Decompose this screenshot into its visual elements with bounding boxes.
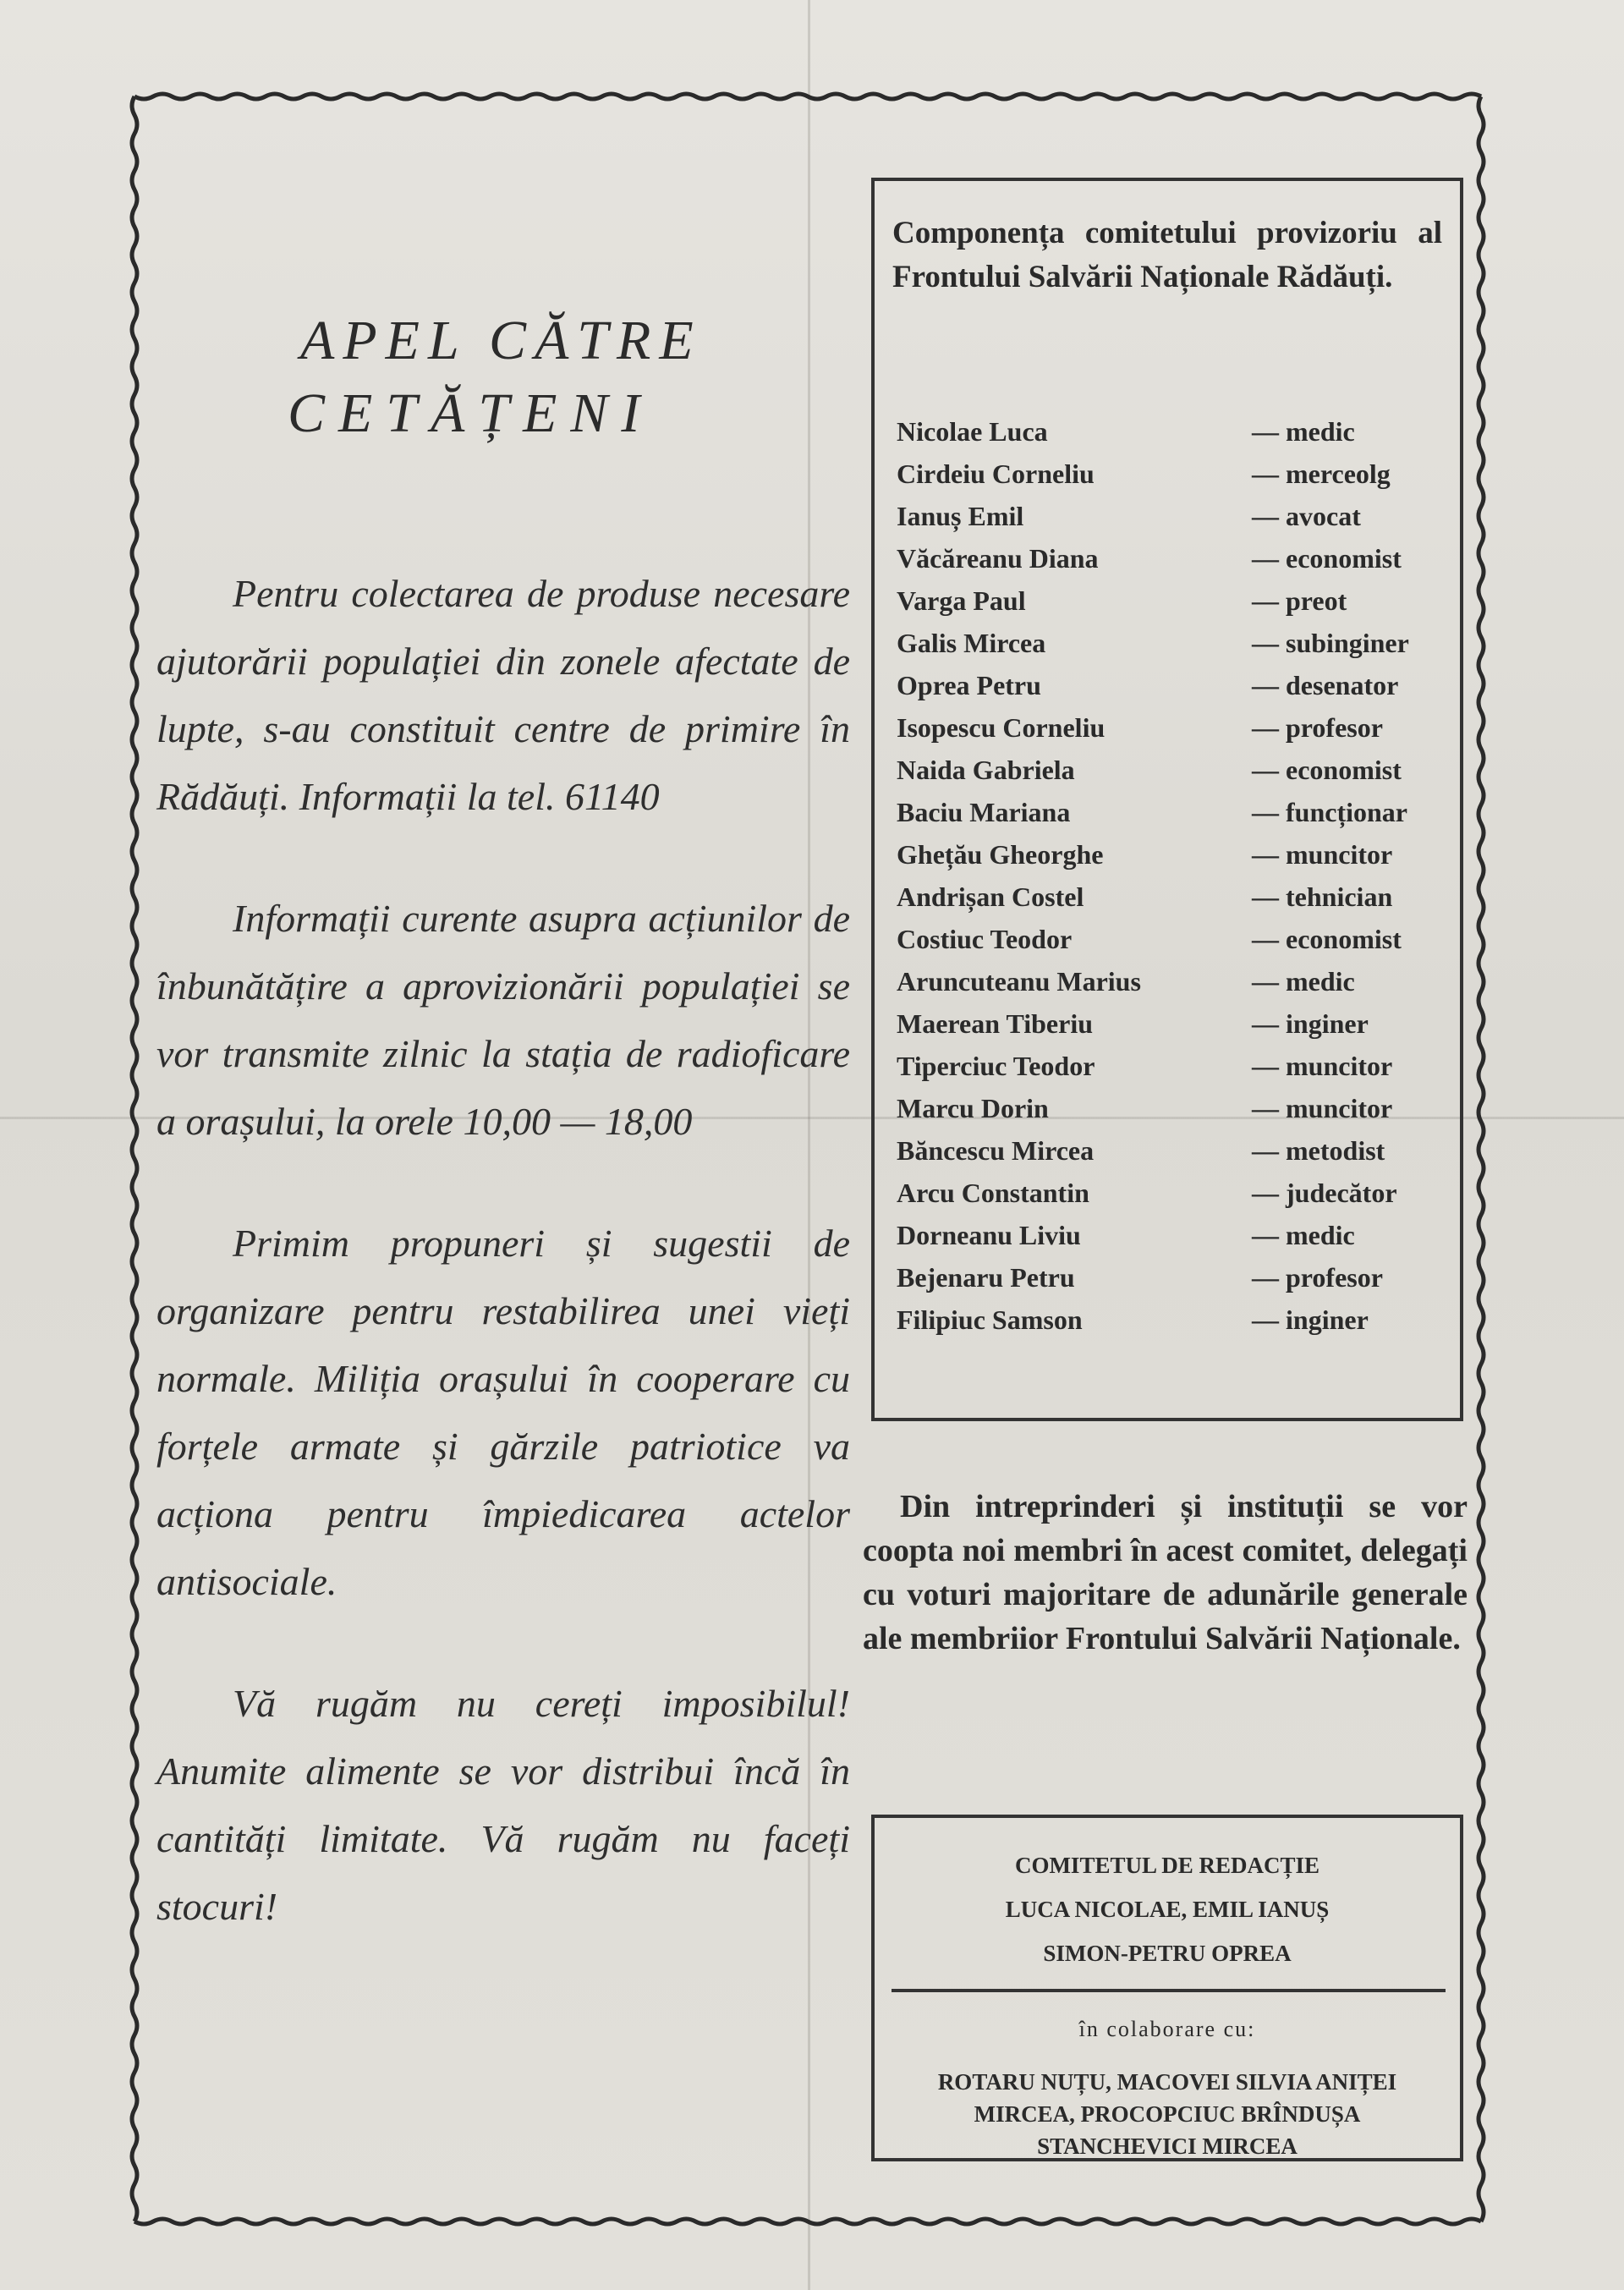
member-name: Varga Paul bbox=[897, 585, 1026, 616]
member-role: — muncitor bbox=[1252, 1050, 1393, 1081]
appeal-paragraph: Vă rugăm nu cereți imposibilul! Anumite alimente se vor distribui încă în cantități limitate. Vă rugăm nu faceți stocuri! bbox=[156, 1682, 850, 1928]
member-row bbox=[897, 1045, 1446, 1087]
member-role: — medic bbox=[1252, 415, 1355, 447]
member-row bbox=[897, 1002, 1446, 1045]
member-name: Costiuc Teodor bbox=[897, 923, 1073, 954]
member-row bbox=[897, 579, 1446, 622]
member-row bbox=[897, 833, 1446, 876]
member-row bbox=[897, 1172, 1446, 1214]
editorial-line: LUCA NICOLAE, EMIL IANUȘ bbox=[1005, 1897, 1330, 1922]
committee-heading: Componența comitetului provizoriu al Frontului Salvării Naționale Rădăuți. bbox=[892, 216, 1442, 294]
member-role: — medic bbox=[1252, 965, 1355, 997]
border-wave bbox=[134, 94, 1481, 99]
member-name: Văcăreanu Diana bbox=[897, 542, 1099, 574]
collaborator-line: MIRCEA, PROCOPCIUC BRÎNDUȘA bbox=[974, 2101, 1361, 2127]
member-name: Oprea Petru bbox=[897, 669, 1041, 700]
collaboration-label: în colaborare cu: bbox=[1078, 2017, 1256, 2041]
member-role: — muncitor bbox=[1252, 838, 1393, 870]
editorial-divider bbox=[892, 1989, 1446, 1992]
member-role: — funcționar bbox=[1252, 796, 1407, 827]
member-row bbox=[897, 622, 1446, 664]
member-name: Naida Gabriela bbox=[897, 754, 1075, 785]
member-name: Filipiuc Samson bbox=[897, 1304, 1083, 1335]
member-role: — avocat bbox=[1252, 500, 1361, 531]
member-name: Tiperciuc Teodor bbox=[897, 1050, 1095, 1081]
member-role: — preot bbox=[1252, 585, 1347, 616]
member-role: — merceolg bbox=[1252, 458, 1391, 489]
appeal-paragraph: Informații curente asupra acțiunilor de înbunătățire a aprovizionării populației se vor transmite zilnic la stația de radioficare a orașului, la orele 10,00 — 18,00 bbox=[156, 897, 850, 1143]
member-name: Andrișan Costel bbox=[897, 881, 1084, 912]
member-row bbox=[897, 876, 1446, 918]
member-row bbox=[897, 749, 1446, 791]
member-name: Isopescu Corneliu bbox=[897, 711, 1106, 743]
member-name: Arcu Constantin bbox=[897, 1177, 1089, 1208]
member-row bbox=[897, 1129, 1446, 1172]
member-name: Galis Mircea bbox=[897, 627, 1046, 658]
editorial-collaboration bbox=[875, 2008, 1460, 2162]
member-role: — profesor bbox=[1252, 711, 1383, 743]
member-name: Dorneanu Liviu bbox=[897, 1219, 1081, 1250]
notice-paragraph: Din intreprinderi și instituții se vor coopta noi membri în acest comitet, delegați cu voturi majoritare de adunările generale ale membriior Frontului Salvării Naționale. bbox=[863, 1489, 1468, 1656]
editorial-committee-top bbox=[875, 1843, 1460, 1975]
member-row bbox=[897, 453, 1446, 495]
member-role: — inginer bbox=[1252, 1008, 1369, 1039]
appeal-paragraph: Primim propuneri și sugestii de organizare pentru restabilirea unei vieți normale. Miliția orașului în cooperare cu forțele armate și gărzile patriotice va acționa pentru împiedicarea actelor antisociale. bbox=[156, 1222, 850, 1603]
member-name: Ghețău Gheorghe bbox=[897, 838, 1104, 870]
member-name: Nicolae Luca bbox=[897, 415, 1048, 447]
member-name: Ianuș Emil bbox=[897, 500, 1024, 531]
member-role: — muncitor bbox=[1252, 1092, 1393, 1123]
collaborator-line: STANCHEVICI MIRCEA bbox=[1037, 2133, 1298, 2159]
member-role: — tehnician bbox=[1252, 881, 1393, 912]
member-row bbox=[897, 537, 1446, 579]
member-row bbox=[897, 1299, 1446, 1341]
border-wave bbox=[134, 2219, 1481, 2224]
collaborator-names bbox=[875, 2066, 1460, 2162]
member-row bbox=[897, 664, 1446, 706]
member-role: — judecător bbox=[1252, 1177, 1397, 1208]
member-name: Maerean Tiberiu bbox=[897, 1008, 1093, 1039]
member-role: — profesor bbox=[1252, 1261, 1383, 1293]
member-name: Aruncuteanu Marius bbox=[897, 965, 1141, 997]
member-role: — medic bbox=[1252, 1219, 1355, 1250]
member-name: Baciu Mariana bbox=[897, 796, 1071, 827]
member-name: Bejenaru Petru bbox=[897, 1261, 1075, 1293]
member-row bbox=[897, 1087, 1446, 1129]
member-row bbox=[897, 1256, 1446, 1299]
member-role: — metodist bbox=[1252, 1134, 1385, 1166]
member-row bbox=[897, 960, 1446, 1002]
member-row bbox=[897, 706, 1446, 749]
member-role: — economist bbox=[1252, 542, 1402, 574]
appeal-title bbox=[288, 305, 850, 450]
member-row bbox=[897, 1214, 1446, 1256]
member-row bbox=[897, 918, 1446, 960]
member-role: — economist bbox=[1252, 754, 1402, 785]
member-role: — inginer bbox=[1252, 1304, 1369, 1335]
appeal-title-line1: APEL CĂTRE bbox=[300, 310, 702, 371]
committee-members-list bbox=[897, 410, 1446, 1341]
member-name: Cirdeiu Corneliu bbox=[897, 458, 1095, 489]
appeal-paragraph: Pentru colectarea de produse necesare ajutorării populației din zonele afectate de lupte, s-au constituit centre de primire în Rădăuți. Informații la tel. 61140 bbox=[156, 572, 850, 818]
member-role: — economist bbox=[1252, 923, 1402, 954]
editorial-line: SIMON-PETRU OPREA bbox=[1043, 1941, 1292, 1966]
appeal-title-line2: CETĂȚENI bbox=[288, 382, 654, 444]
member-name: Marcu Dorin bbox=[897, 1092, 1049, 1123]
member-row bbox=[897, 410, 1446, 453]
border-wave bbox=[1479, 96, 1484, 2221]
editorial-heading: COMITETUL DE REDACȚIE bbox=[1014, 1853, 1320, 1878]
member-role: — subinginer bbox=[1252, 627, 1409, 658]
member-row bbox=[897, 495, 1446, 537]
member-role: — desenator bbox=[1252, 669, 1399, 700]
member-name: Băncescu Mircea bbox=[897, 1134, 1095, 1166]
member-row bbox=[897, 791, 1446, 833]
appeal-column bbox=[156, 305, 850, 1995]
collaborator-line: ROTARU NUȚU, MACOVEI SILVIA ANIȚEI bbox=[937, 2069, 1397, 2095]
border-wave bbox=[132, 96, 137, 2221]
editorial-committee-box bbox=[871, 1815, 1463, 2161]
